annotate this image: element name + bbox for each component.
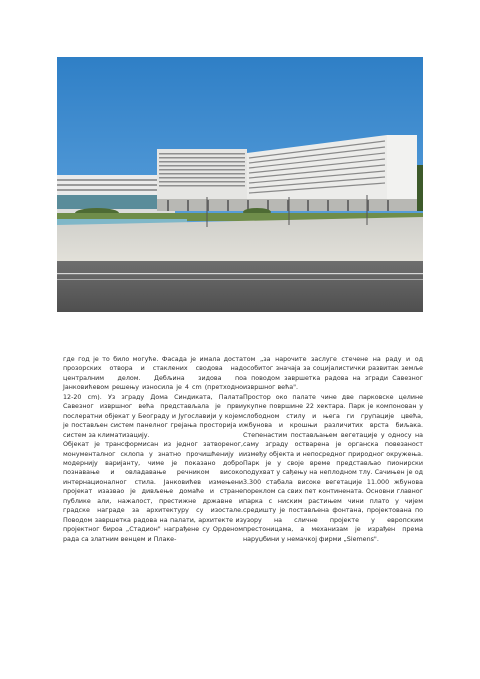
paragraph: том „за нарочите заслуге стечене на раду и од особитог значаја за социјалистички развитак земље а поводом завршетка радова на згради Савезног извршног већа". [243,356,423,392]
building-illustration [57,57,423,312]
text-column-right [243,355,423,544]
building-photo [57,57,423,312]
text-column-left [63,355,243,544]
road [57,261,423,312]
paragraph: Објекат је трансформисан из једног затвореног, монументалног склопа у знатно прочишћенију и модернију варијанту, чиме је показано добро познавање и овладавање речником високо интернационалног стила. Јанковићев измењени пројекат изазвао је дивљење домаће и стране публике али, нажалост, престижне државне и градске награде за архитектуру су изостале. Поводом завршетка радова на палати, архитекте из пројектног бироа „Стадион" награђене су Орденом рада са златним венцем и Плаке- [63,441,243,543]
right-wing-end [387,135,417,205]
paragraph: Простор око палате чине две парковске целине укупне површине 22 хектара. Парк је компонован у слободном стилу и њега ги групације цвећа, жбунова и крошњи различитих врста биљака. Степенастим постављањем вегетације у односу на саму зграду остварена је органска повезаност између објекта и непосредног природног окружења. Парк је у своје време представљао пионирски подухват у сађењу на неплодном тлу. Сачињен је од 3.300 стабала високе вегетације 11.000 жбунова пореклом са свих пет континената. Основни главног парка с ниским растињем чини плато у чијем средишту је постављена фонтана, пројектована по узору на сличне пројекте у европским престоницама, а механизам је израђен према наруџбини у немачкој фирми „Siemens". [243,393,423,543]
paragraph: где год је то било могуће. Фасада је имала доста прозорских отвора и стаклених сводова над централним делом. Дебљина зидова по Јанковићевом решењу износила је 4 cm (претходно 12-20 cm). Уз зграду Дома Синдиката, Палата Савезног извршног већа представљала је први послератни објекат у Београду и Југославији у којем је постављен систем панелног грејања просторија и систем за климатизацију. [63,356,243,439]
left-wing-glass [57,195,167,209]
